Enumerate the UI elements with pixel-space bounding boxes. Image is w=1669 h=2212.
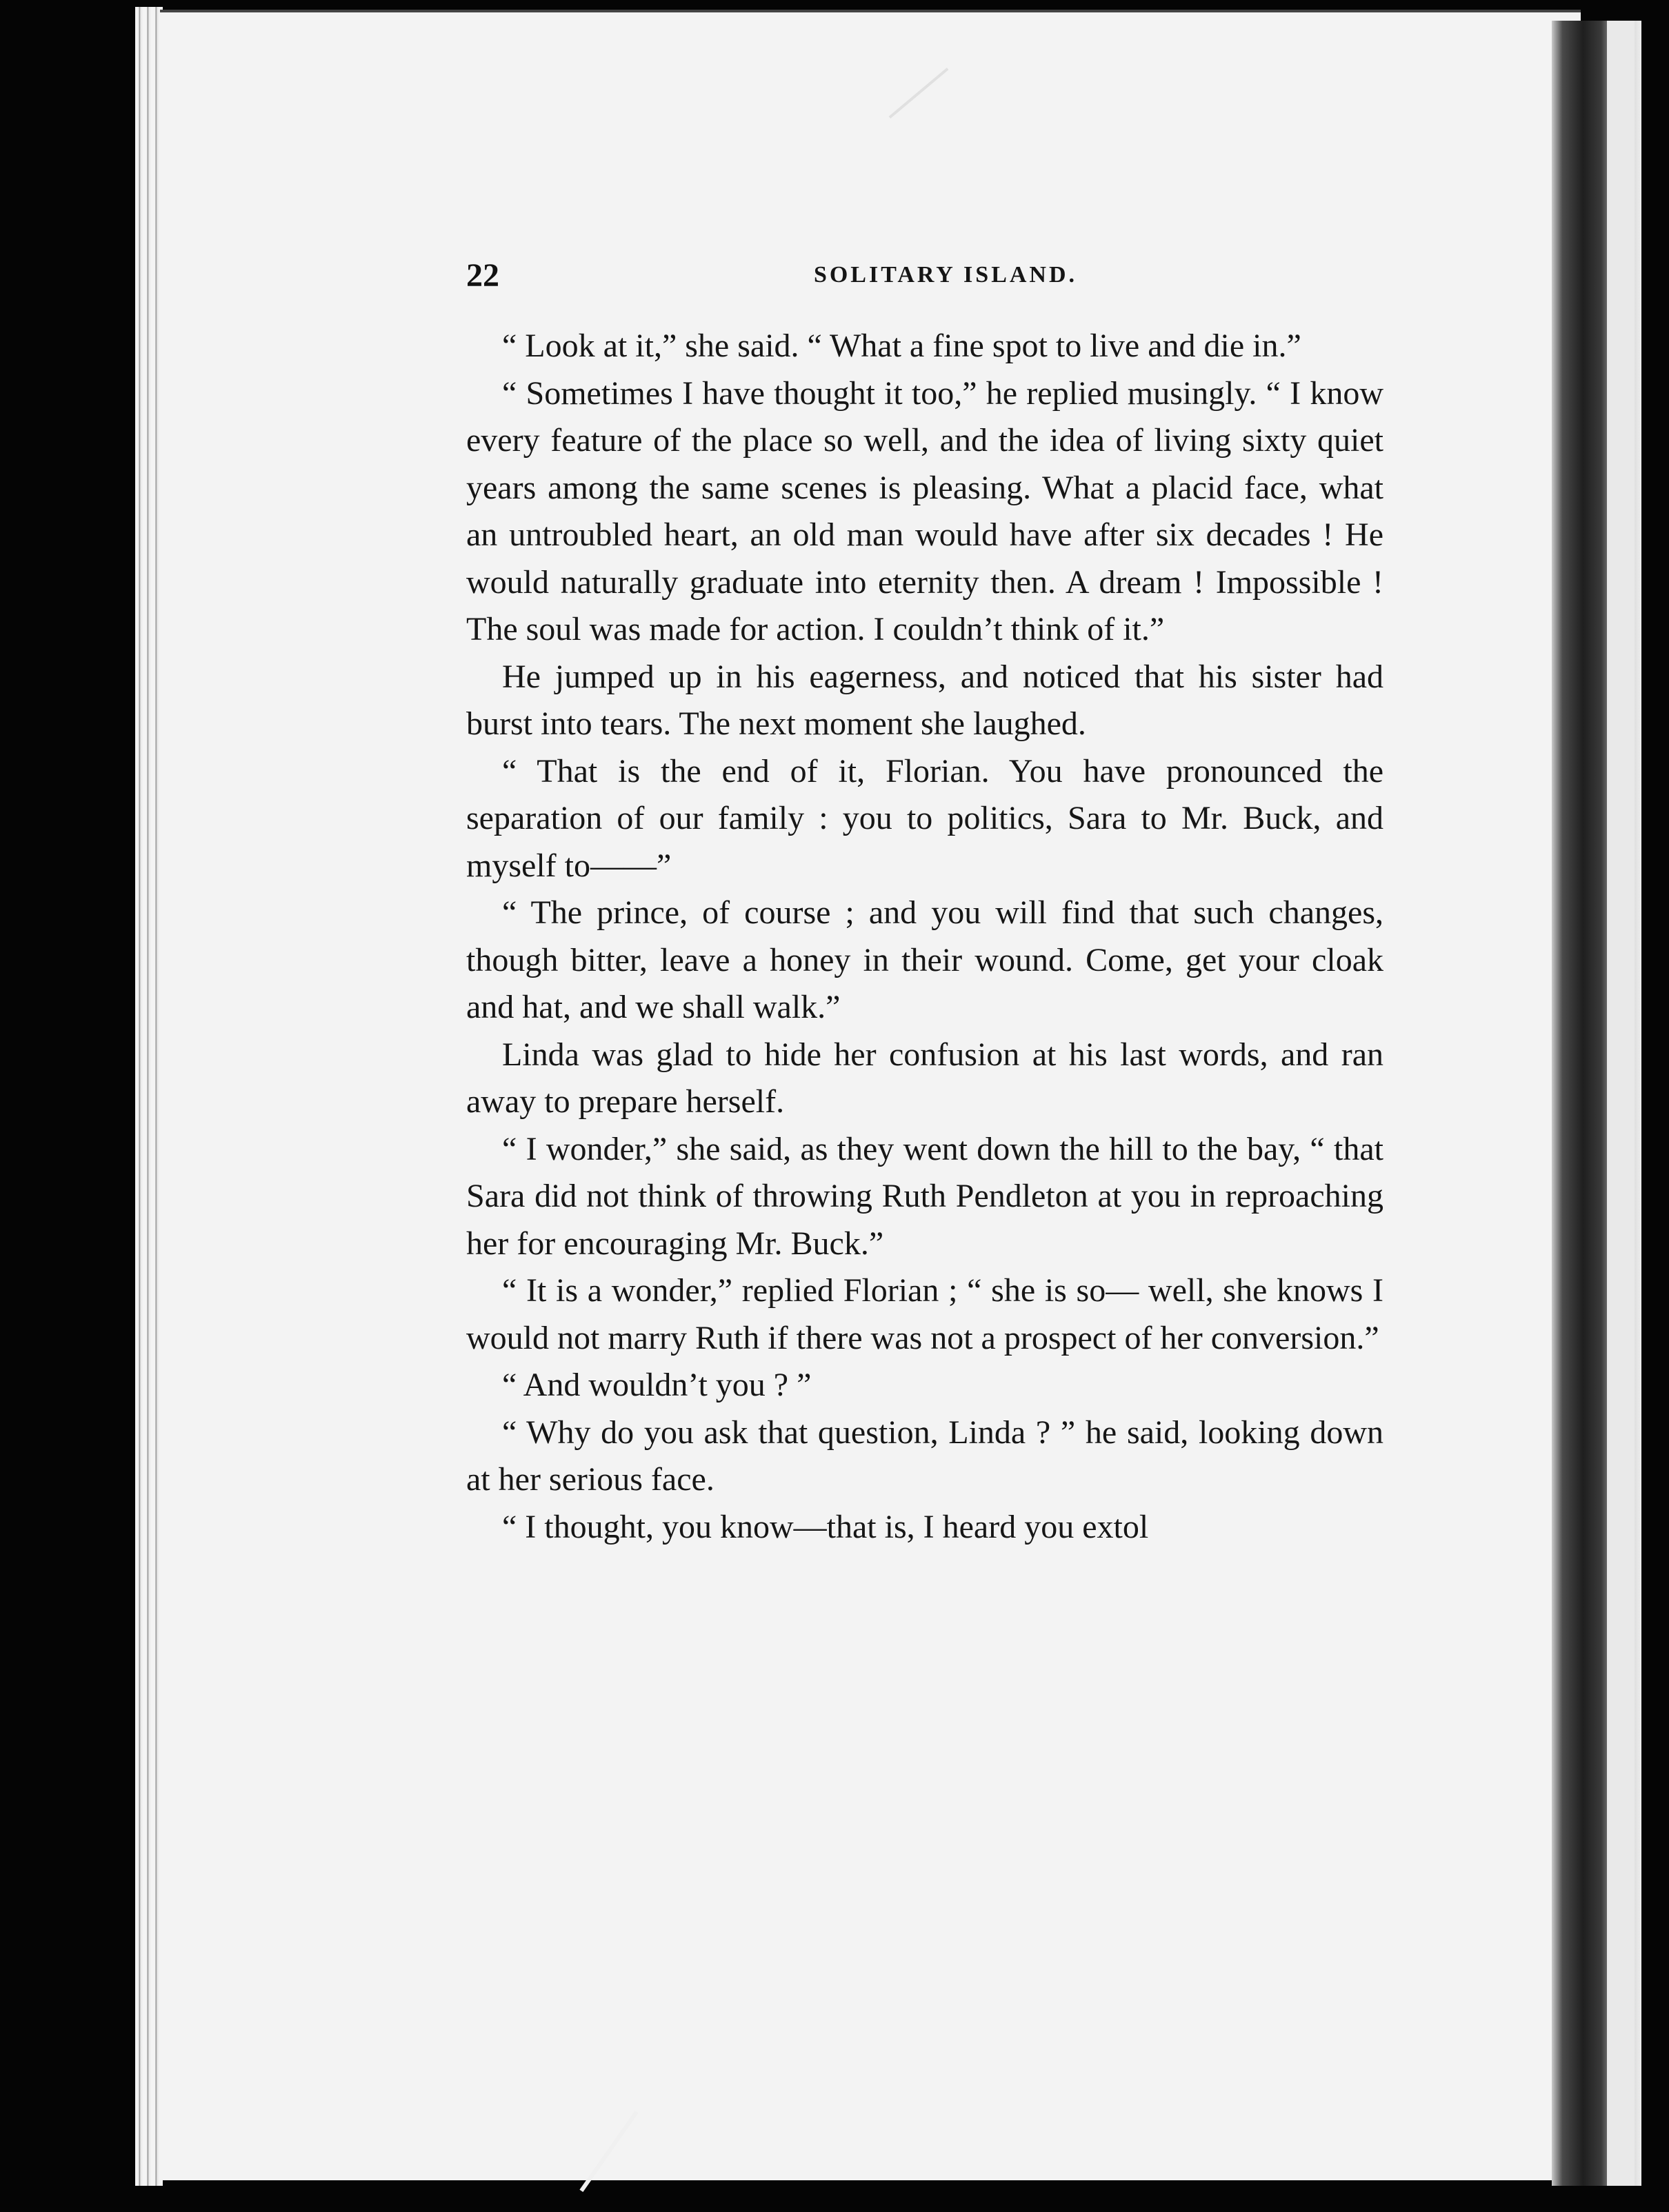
paragraph: “ I wonder,” she said, as they went down the hill to the bay, “ that Sara did not think of throwing Ruth Pendleton at you in reproaching her for encouraging Mr. Buck.” xyxy=(466,1130,1383,1262)
paragraph: Linda was glad to hide her confusion at his last words, and ran away to prepare herself. xyxy=(466,1036,1383,1120)
paragraph: “ That is the end of it, Florian. You have pronounced the separation of our family : you to politics, Sara to Mr. Buck, and myself to——” xyxy=(466,752,1383,884)
paragraph: He jumped up in his eagerness, and noticed that his sister had burst into tears. The next moment she laughed. xyxy=(466,658,1383,742)
page-header xyxy=(466,257,1383,298)
paragraph: “ And wouldn’t you ? ” xyxy=(502,1367,812,1403)
page-edges xyxy=(135,7,163,2186)
page-number: 22 xyxy=(466,257,499,294)
paragraph: “ Look at it,” she said. “ What a fine spot to live and die in.” xyxy=(502,328,1301,364)
running-title: SOLITARY ISLAND. xyxy=(813,262,1078,288)
paragraph: “ Why do you ask that question, Linda ? ” he said, looking down at her serious face. xyxy=(466,1414,1383,1498)
paragraph: “ It is a wonder,” replied Florian ; “ she is so— well, she knows I would not marry Ruth if there was not a prospect of her conversion.” xyxy=(466,1272,1383,1356)
next-page-edge xyxy=(1607,21,1635,2186)
paragraph: “ The prince, of course ; and you will find that such changes, though bitter, leave a honey in their wound. Come, get your cloak and hat, and we shall walk.” xyxy=(466,894,1383,1025)
paragraph: “ Sometimes I have thought it too,” he replied musingly. “ I know every feature of the place so well, and the idea of living sixty quiet years among the same scenes is pleasing. What a placid face, what an untroubled heart, an old man would have after six decades ! He would naturally graduate into eternity then. A dream ! Impossible ! The soul was made for action. I couldn’t think of it.” xyxy=(466,374,1383,647)
body-text xyxy=(466,323,1383,1551)
paragraph: “ I thought, you know—that is, I heard you extol xyxy=(502,1508,1149,1545)
